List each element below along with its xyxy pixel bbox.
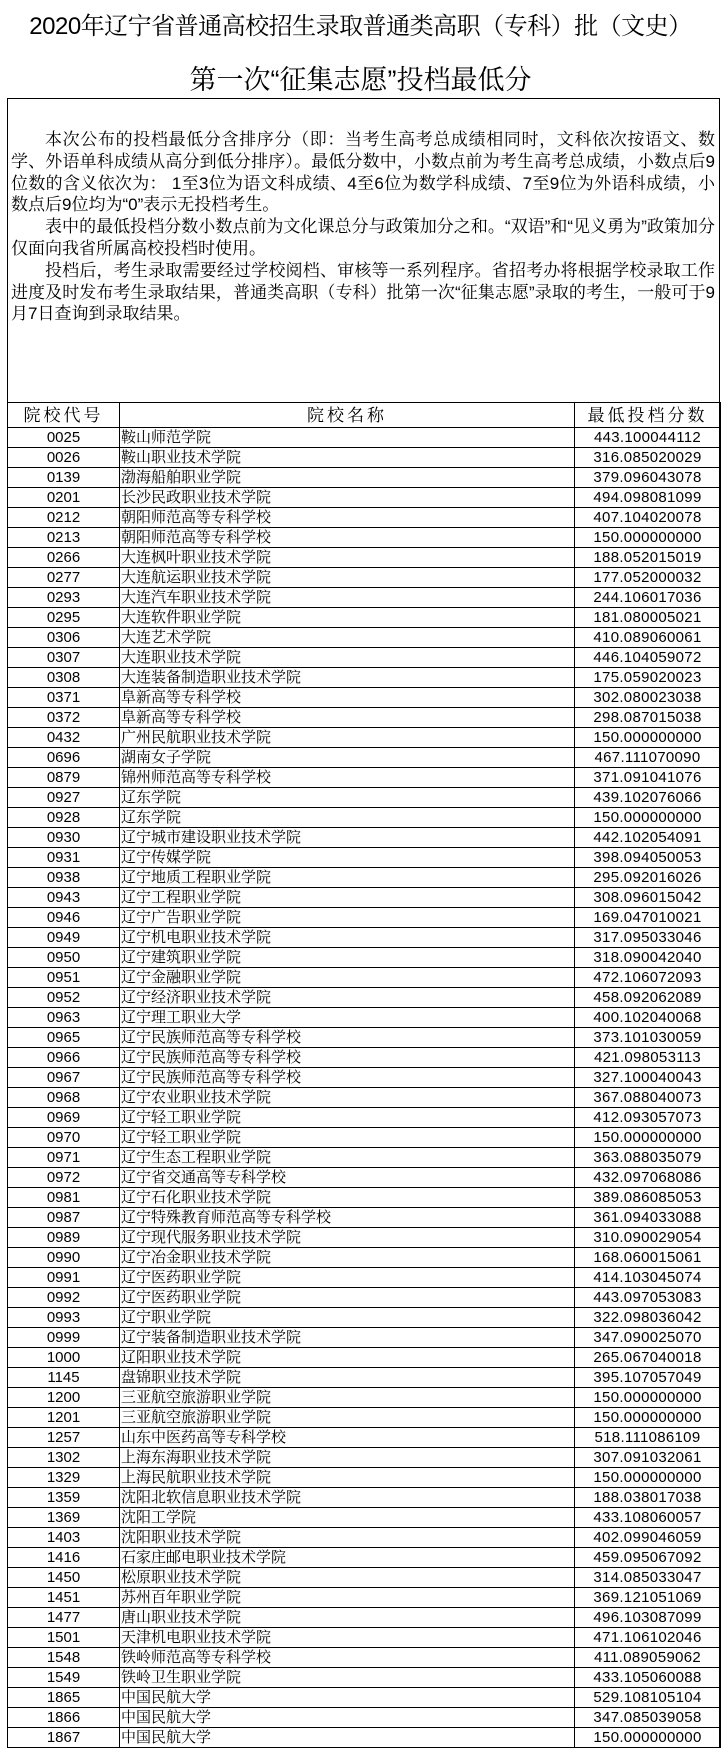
- school-code-cell: 0025: [8, 428, 120, 448]
- school-name-cell: 大连枫叶职业技术学院: [120, 548, 575, 568]
- min-score-cell: 150.000000000: [575, 1468, 721, 1488]
- min-score-cell: 412.093057073: [575, 1108, 721, 1128]
- table-row: [8, 1188, 721, 1208]
- school-name-cell: 辽宁民族师范高等专科学校: [120, 1068, 575, 1088]
- school-name-cell: 辽宁职业学院: [120, 1308, 575, 1328]
- school-code-cell: 0879: [8, 768, 120, 788]
- school-name-cell: 锦州师范高等专科学校: [120, 768, 575, 788]
- school-name-cell: 盘锦职业技术学院: [120, 1368, 575, 1388]
- school-code-cell: 0971: [8, 1148, 120, 1168]
- min-score-cell: 175.059020023: [575, 668, 721, 688]
- table-row: [8, 1208, 721, 1228]
- table-row: [8, 668, 721, 688]
- table-row: [8, 1508, 721, 1528]
- min-score-cell: 459.095067092: [575, 1548, 721, 1568]
- min-score-cell: 318.090042040: [575, 948, 721, 968]
- min-score-cell: 347.085039058: [575, 1708, 721, 1728]
- table-row: [8, 1528, 721, 1548]
- school-name-cell: 大连职业技术学院: [120, 648, 575, 668]
- min-score-cell: 317.095033046: [575, 928, 721, 948]
- school-code-cell: 0295: [8, 608, 120, 628]
- min-score-cell: 150.000000000: [575, 1408, 721, 1428]
- school-code-cell: 0951: [8, 968, 120, 988]
- min-score-cell: 188.052015019: [575, 548, 721, 568]
- table-row: [8, 768, 721, 788]
- school-code-cell: 0987: [8, 1208, 120, 1228]
- school-name-cell: 辽宁轻工职业学院: [120, 1108, 575, 1128]
- table-row: [8, 508, 721, 528]
- min-score-cell: 472.106072093: [575, 968, 721, 988]
- min-score-cell: 150.000000000: [575, 528, 721, 548]
- table-row: [8, 1308, 721, 1328]
- school-code-cell: 1329: [8, 1468, 120, 1488]
- table-row: [8, 1008, 721, 1028]
- table-row: [8, 468, 721, 488]
- school-name-cell: 辽东学院: [120, 808, 575, 828]
- school-code-cell: 1866: [8, 1708, 120, 1728]
- table-row: [8, 708, 721, 728]
- school-name-cell: 大连装备制造职业技术学院: [120, 668, 575, 688]
- school-name-cell: 辽宁现代服务职业技术学院: [120, 1228, 575, 1248]
- min-score-cell: 402.099046059: [575, 1528, 721, 1548]
- school-code-cell: 0212: [8, 508, 120, 528]
- min-score-cell: 150.000000000: [575, 808, 721, 828]
- school-name-cell: 阜新高等专科学校: [120, 708, 575, 728]
- min-score-cell: 496.103087099: [575, 1608, 721, 1628]
- school-code-cell: 0277: [8, 568, 120, 588]
- school-code-cell: 0026: [8, 448, 120, 468]
- school-name-cell: 湖南女子学院: [120, 748, 575, 768]
- school-name-cell: 辽宁机电职业技术学院: [120, 928, 575, 948]
- school-name-cell: 辽宁民族师范高等专科学校: [120, 1028, 575, 1048]
- school-code-cell: 1000: [8, 1348, 120, 1368]
- table-row: [8, 1148, 721, 1168]
- note-paragraph: 表中的最低投档分数小数点前为文化课总分与政策加分之和。“双语”和“见义勇为”政策加分仅面向我省所属高校投档时使用。: [11, 217, 715, 258]
- school-name-cell: 沈阳工学院: [120, 1508, 575, 1528]
- min-score-cell: 150.000000000: [575, 1388, 721, 1408]
- school-name-cell: 阜新高等专科学校: [120, 688, 575, 708]
- school-code-cell: 0371: [8, 688, 120, 708]
- min-score-cell: 433.105060088: [575, 1668, 721, 1688]
- school-code-cell: 0931: [8, 848, 120, 868]
- table-row: [8, 1548, 721, 1568]
- table-row: [8, 1448, 721, 1468]
- school-code-cell: 1359: [8, 1488, 120, 1508]
- school-name-cell: 上海民航职业技术学院: [120, 1468, 575, 1488]
- score-document: [7, 98, 720, 1748]
- page-subtitle: 第一次“征集志愿”投档最低分: [189, 65, 532, 95]
- school-name-cell: 辽宁工程职业学院: [120, 888, 575, 908]
- school-code-cell: 1549: [8, 1668, 120, 1688]
- school-name-cell: 辽宁农业职业技术学院: [120, 1088, 575, 1108]
- min-score-cell: 433.108060057: [575, 1508, 721, 1528]
- school-name-cell: 辽宁地质工程职业学院: [120, 868, 575, 888]
- table-row: [8, 1088, 721, 1108]
- table-row: [8, 908, 721, 928]
- min-score-cell: 443.097053083: [575, 1288, 721, 1308]
- school-name-cell: 三亚航空旅游职业学院: [120, 1388, 575, 1408]
- table-row: [8, 748, 721, 768]
- school-name-cell: 上海东海职业技术学院: [120, 1448, 575, 1468]
- school-name-cell: 大连航运职业技术学院: [120, 568, 575, 588]
- school-code-cell: 0372: [8, 708, 120, 728]
- table-row: [8, 888, 721, 908]
- min-score-cell: 347.090025070: [575, 1328, 721, 1348]
- school-code-cell: 0967: [8, 1068, 120, 1088]
- school-name-cell: 山东中医药高等专科学校: [120, 1428, 575, 1448]
- school-name-cell: 鞍山师范学院: [120, 428, 575, 448]
- table-row: [8, 488, 721, 508]
- table-row: [8, 928, 721, 948]
- notes-section: [8, 99, 719, 402]
- school-code-cell: 0991: [8, 1268, 120, 1288]
- school-code-cell: 1369: [8, 1508, 120, 1528]
- school-name-cell: 辽宁经济职业技术学院: [120, 988, 575, 1008]
- school-name-cell: 辽宁传媒学院: [120, 848, 575, 868]
- table-row: [8, 968, 721, 988]
- min-score-cell: 446.104059072: [575, 648, 721, 668]
- min-score-cell: 298.087015038: [575, 708, 721, 728]
- table-row: [8, 1648, 721, 1668]
- school-code-cell: 0952: [8, 988, 120, 1008]
- min-score-cell: 410.089060061: [575, 628, 721, 648]
- min-score-cell: 373.101030059: [575, 1028, 721, 1048]
- school-code-cell: 1548: [8, 1648, 120, 1668]
- school-code-cell: 0965: [8, 1028, 120, 1048]
- table-row: [8, 1348, 721, 1368]
- table-row: [8, 868, 721, 888]
- school-code-cell: 1451: [8, 1588, 120, 1608]
- min-score-cell: 181.080005021: [575, 608, 721, 628]
- min-score-cell: 307.091032061: [575, 1448, 721, 1468]
- school-code-cell: 0989: [8, 1228, 120, 1248]
- school-code-cell: 1416: [8, 1548, 120, 1568]
- school-name-cell: 辽宁广告职业学院: [120, 908, 575, 928]
- school-code-cell: 0307: [8, 648, 120, 668]
- school-name-cell: 辽宁冶金职业技术学院: [120, 1248, 575, 1268]
- school-code-cell: 1867: [8, 1728, 120, 1748]
- min-score-cell: 314.085033047: [575, 1568, 721, 1588]
- school-name-cell: 朝阳师范高等专科学校: [120, 528, 575, 548]
- min-score-cell: 371.091041076: [575, 768, 721, 788]
- school-code-cell: 1302: [8, 1448, 120, 1468]
- table-row: [8, 588, 721, 608]
- table-row: [8, 1128, 721, 1148]
- min-score-cell: 150.000000000: [575, 1128, 721, 1148]
- school-code-cell: 0293: [8, 588, 120, 608]
- table-row: [8, 1068, 721, 1088]
- school-code-cell: 1403: [8, 1528, 120, 1548]
- school-name-cell: 沈阳北软信息职业技术学院: [120, 1488, 575, 1508]
- school-name-cell: 辽宁省交通高等专科学校: [120, 1168, 575, 1188]
- min-score-cell: 310.090029054: [575, 1228, 721, 1248]
- school-name-cell: 中国民航大学: [120, 1728, 575, 1748]
- table-row: [8, 988, 721, 1008]
- min-score-cell: 529.108105104: [575, 1688, 721, 1708]
- min-score-cell: 400.102040068: [575, 1008, 721, 1028]
- table-row: [8, 1488, 721, 1508]
- min-score-cell: 442.102054091: [575, 828, 721, 848]
- min-score-cell: 244.106017036: [575, 588, 721, 608]
- school-name-cell: 辽阳职业技术学院: [120, 1348, 575, 1368]
- table-row: [8, 948, 721, 968]
- school-code-cell: 0966: [8, 1048, 120, 1068]
- school-name-cell: 中国民航大学: [120, 1708, 575, 1728]
- school-code-cell: 0927: [8, 788, 120, 808]
- min-score-cell: 395.107057049: [575, 1368, 721, 1388]
- table-row: [8, 1328, 721, 1348]
- school-name-cell: 辽宁医药职业学院: [120, 1288, 575, 1308]
- min-score-cell: 414.103045074: [575, 1268, 721, 1288]
- school-code-cell: 0999: [8, 1328, 120, 1348]
- school-code-cell: 1200: [8, 1388, 120, 1408]
- note-paragraph: 投档后，考生录取需要经过学校阅档、审核等一系列程序。省招考办将根据学校录取工作进度及时发布考生录取结果，普通类高职（专科）批第一次“征集志愿”录取的考生，一般可于9月7日查询到录取结果。: [11, 260, 715, 324]
- school-code-cell: 1145: [8, 1368, 120, 1388]
- min-score-cell: 458.092062089: [575, 988, 721, 1008]
- table-row: [8, 1588, 721, 1608]
- school-name-cell: 唐山职业技术学院: [120, 1608, 575, 1628]
- min-score-cell: 443.100044112: [575, 428, 721, 448]
- school-name-cell: 天津机电职业技术学院: [120, 1628, 575, 1648]
- school-name-cell: 大连艺术学院: [120, 628, 575, 648]
- min-score-cell: 302.080023038: [575, 688, 721, 708]
- min-score-cell: 467.111070090: [575, 748, 721, 768]
- school-name-cell: 铁岭师范高等专科学校: [120, 1648, 575, 1668]
- min-score-cell: 411.089059062: [575, 1648, 721, 1668]
- table-row: [8, 1728, 721, 1748]
- table-row: [8, 628, 721, 648]
- school-name-cell: 辽宁医药职业学院: [120, 1268, 575, 1288]
- table-row: [8, 568, 721, 588]
- min-score-cell: 150.000000000: [575, 728, 721, 748]
- min-score-cell: 439.102076066: [575, 788, 721, 808]
- min-score-cell: 177.052000032: [575, 568, 721, 588]
- school-name-cell: 辽宁城市建设职业技术学院: [120, 828, 575, 848]
- table-row: [8, 808, 721, 828]
- school-code-cell: 0308: [8, 668, 120, 688]
- table-row: [8, 1388, 721, 1408]
- table-row: [8, 1268, 721, 1288]
- column-header-name: 院校名称: [120, 403, 575, 428]
- table-row: [8, 1468, 721, 1488]
- school-name-cell: 苏州百年职业学院: [120, 1588, 575, 1608]
- min-score-cell: 398.094050053: [575, 848, 721, 868]
- school-code-cell: 0970: [8, 1128, 120, 1148]
- table-row: [8, 1168, 721, 1188]
- min-score-cell: 265.067040018: [575, 1348, 721, 1368]
- school-code-cell: 0928: [8, 808, 120, 828]
- school-name-cell: 辽宁建筑职业学院: [120, 948, 575, 968]
- school-code-cell: 0432: [8, 728, 120, 748]
- school-name-cell: 长沙民政职业技术学院: [120, 488, 575, 508]
- school-name-cell: 大连软件职业学院: [120, 608, 575, 628]
- school-code-cell: 0992: [8, 1288, 120, 1308]
- min-score-cell: 379.096043078: [575, 468, 721, 488]
- school-name-cell: 朝阳师范高等专科学校: [120, 508, 575, 528]
- min-score-cell: 494.098081099: [575, 488, 721, 508]
- min-score-cell: 407.104020078: [575, 508, 721, 528]
- school-name-cell: 广州民航职业技术学院: [120, 728, 575, 748]
- school-code-cell: 1257: [8, 1428, 120, 1448]
- school-name-cell: 辽宁理工职业大学: [120, 1008, 575, 1028]
- school-name-cell: 大连汽车职业技术学院: [120, 588, 575, 608]
- school-code-cell: 1201: [8, 1408, 120, 1428]
- min-score-cell: 363.088035079: [575, 1148, 721, 1168]
- school-code-cell: 0968: [8, 1088, 120, 1108]
- school-name-cell: 辽东学院: [120, 788, 575, 808]
- min-score-cell: 421.098053113: [575, 1048, 721, 1068]
- school-name-cell: 辽宁生态工程职业学院: [120, 1148, 575, 1168]
- page-title: 2020年辽宁省普通高校招生录取普通类高职（专科）批（文史）: [29, 13, 692, 40]
- school-code-cell: 0963: [8, 1008, 120, 1028]
- table-row: [8, 428, 721, 448]
- school-code-cell: 0943: [8, 888, 120, 908]
- school-name-cell: 铁岭卫生职业学院: [120, 1668, 575, 1688]
- table-row: [8, 448, 721, 468]
- school-code-cell: 0993: [8, 1308, 120, 1328]
- table-row: [8, 528, 721, 548]
- school-code-cell: 0213: [8, 528, 120, 548]
- school-code-cell: 0930: [8, 828, 120, 848]
- school-code-cell: 0949: [8, 928, 120, 948]
- note-paragraph: 本次公布的投档最低分含排序分（即：当考生高考总成绩相同时，文科依次按语文、数学、外语单科成绩从高分到低分排序）。最低分数中，小数点前为考生高考总成绩，小数点后9位数的含义依次为： 1至3位为语文科成绩、4至6位为数学科成绩、7至9位为外语科成绩，小数点后9位均为“0”表示无投档考生。: [11, 130, 715, 215]
- school-name-cell: 中国民航大学: [120, 1688, 575, 1708]
- table-row: [8, 1108, 721, 1128]
- min-score-cell: 361.094033088: [575, 1208, 721, 1228]
- school-name-cell: 辽宁轻工职业学院: [120, 1128, 575, 1148]
- table-row: [8, 1688, 721, 1708]
- school-code-cell: 0266: [8, 548, 120, 568]
- school-code-cell: 0990: [8, 1248, 120, 1268]
- table-row: [8, 728, 721, 748]
- school-name-cell: 鞍山职业技术学院: [120, 448, 575, 468]
- table-header-row: [8, 403, 721, 428]
- school-code-cell: 0981: [8, 1188, 120, 1208]
- table-row: [8, 828, 721, 848]
- school-name-cell: 松原职业技术学院: [120, 1568, 575, 1588]
- table-row: [8, 1048, 721, 1068]
- min-score-cell: 389.086085053: [575, 1188, 721, 1208]
- table-row: [8, 548, 721, 568]
- school-name-cell: 石家庄邮电职业技术学院: [120, 1548, 575, 1568]
- school-code-cell: 0139: [8, 468, 120, 488]
- min-score-cell: 168.060015061: [575, 1248, 721, 1268]
- school-name-cell: 辽宁装备制造职业技术学院: [120, 1328, 575, 1348]
- min-score-cell: 169.047010021: [575, 908, 721, 928]
- min-score-cell: 316.085020029: [575, 448, 721, 468]
- school-code-cell: 0969: [8, 1108, 120, 1128]
- school-name-cell: 辽宁金融职业学院: [120, 968, 575, 988]
- table-row: [8, 1628, 721, 1648]
- table-row: [8, 788, 721, 808]
- table-row: [8, 1408, 721, 1428]
- table-row: [8, 1668, 721, 1688]
- table-row: [8, 1248, 721, 1268]
- school-code-cell: 0306: [8, 628, 120, 648]
- min-score-cell: 327.100040043: [575, 1068, 721, 1088]
- school-name-cell: 辽宁民族师范高等专科学校: [120, 1048, 575, 1068]
- min-score-cell: 518.111086109: [575, 1428, 721, 1448]
- school-code-cell: 0946: [8, 908, 120, 928]
- table-row: [8, 1288, 721, 1308]
- school-name-cell: 渤海船舶职业学院: [120, 468, 575, 488]
- school-code-cell: 0972: [8, 1168, 120, 1188]
- school-code-cell: 0201: [8, 488, 120, 508]
- school-code-cell: 1450: [8, 1568, 120, 1588]
- column-header-score: 最低投档分数: [575, 403, 721, 428]
- min-score-cell: 188.038017038: [575, 1488, 721, 1508]
- table-row: [8, 1568, 721, 1588]
- table-row: [8, 1708, 721, 1728]
- column-header-code: 院校代号: [8, 403, 120, 428]
- school-code-cell: 1865: [8, 1688, 120, 1708]
- min-score-cell: 471.106102046: [575, 1628, 721, 1648]
- school-name-cell: 沈阳职业技术学院: [120, 1528, 575, 1548]
- min-score-cell: 432.097068086: [575, 1168, 721, 1188]
- table-row: [8, 1028, 721, 1048]
- min-score-cell: 367.088040073: [575, 1088, 721, 1108]
- table-row: [8, 1428, 721, 1448]
- school-code-cell: 0938: [8, 868, 120, 888]
- min-score-cell: 369.121051069: [575, 1588, 721, 1608]
- table-row: [8, 688, 721, 708]
- school-name-cell: 辽宁石化职业技术学院: [120, 1188, 575, 1208]
- school-name-cell: 辽宁特殊教育师范高等专科学校: [120, 1208, 575, 1228]
- school-code-cell: 0696: [8, 748, 120, 768]
- table-row: [8, 848, 721, 868]
- table-row: [8, 1608, 721, 1628]
- min-score-cell: 308.096015042: [575, 888, 721, 908]
- table-row: [8, 1228, 721, 1248]
- school-code-cell: 1477: [8, 1608, 120, 1628]
- min-score-cell: 322.098036042: [575, 1308, 721, 1328]
- school-name-cell: 三亚航空旅游职业学院: [120, 1408, 575, 1428]
- score-table: [7, 402, 721, 1748]
- school-code-cell: 0950: [8, 948, 120, 968]
- table-body: [8, 428, 721, 1748]
- table-row: [8, 648, 721, 668]
- min-score-cell: 295.092016026: [575, 868, 721, 888]
- school-code-cell: 1501: [8, 1628, 120, 1648]
- min-score-cell: 150.000000000: [575, 1728, 721, 1748]
- table-row: [8, 608, 721, 628]
- table-row: [8, 1368, 721, 1388]
